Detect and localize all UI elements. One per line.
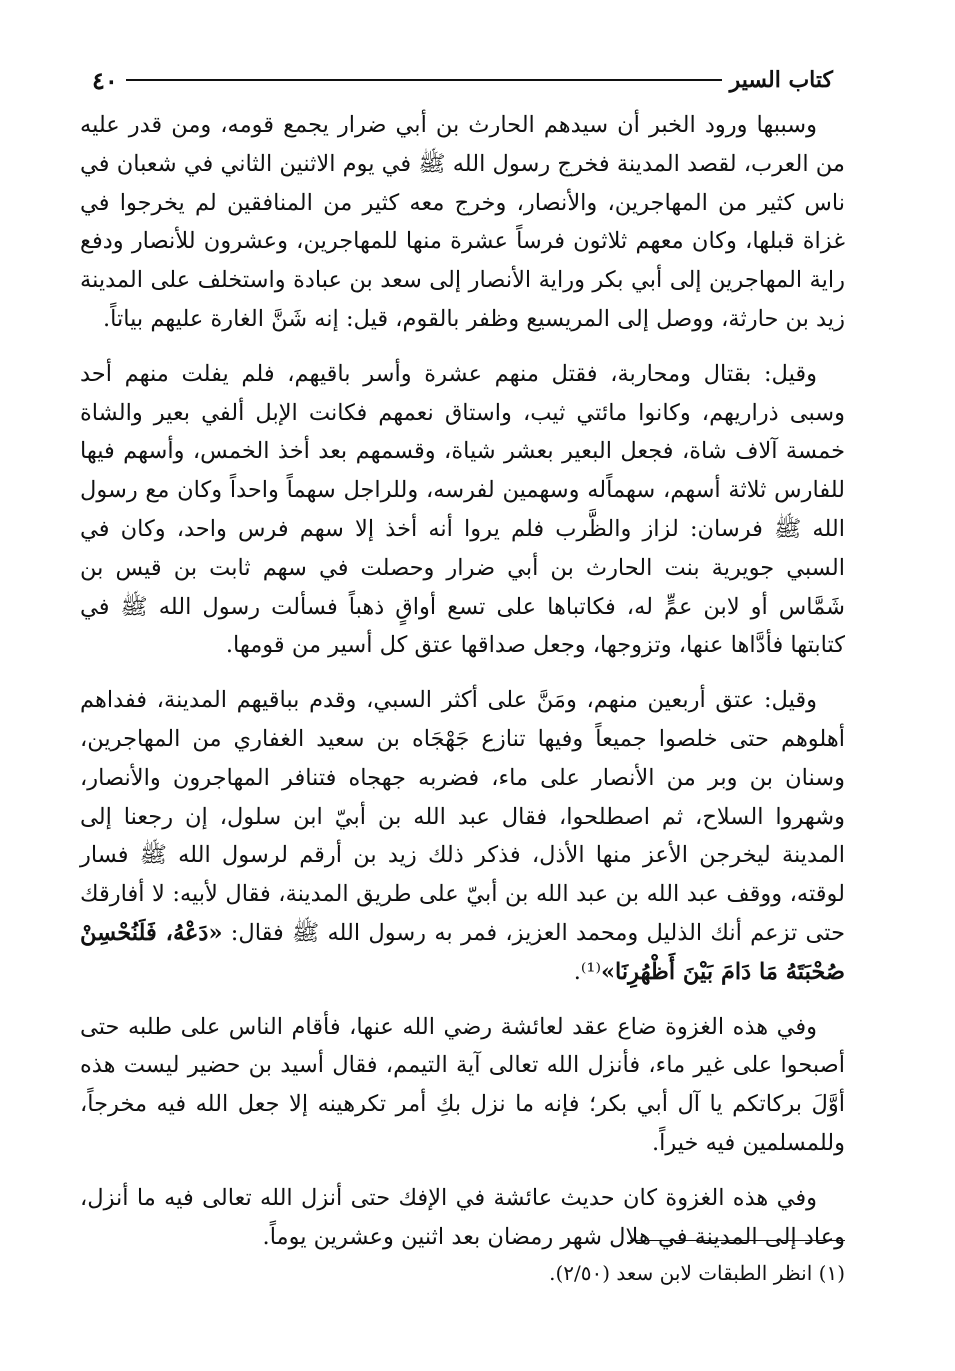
paragraph-with-hadith: [80, 681, 845, 991]
header-rule: [126, 79, 722, 81]
paragraph: وفي هذه الغزوة كان حديث عائشة في الإفك حتى أنزل الله تعالى فيه ما أنزل، وعاد إلى المدينة في هلال شهر رمضان بعد اثنين وعشرين يوماً.: [80, 1184, 845, 1250]
hadith-quote: «دَعْهُ، فَلَنُحْسِنْ صُحْبَتَهُ مَا دَامَ بَيْنَ أَظْهُرِنَا»: [80, 919, 845, 985]
book-title: كتاب السير: [729, 67, 833, 93]
footnote: (١) انظر الطبقات لابن سعد (٢/٥٠).: [549, 1261, 845, 1285]
footnote-rule: [630, 1240, 845, 1241]
running-header: [80, 60, 845, 100]
paragraph: وفي هذه الغزوة ضاع عقد لعائشة رضي الله عنها، فأقام الناس على طلبه حتى أصبحوا على غير ماء، فأنزل الله تعالى آية التيمم، فقال أسيد بن حضير ليست هذه أوَّلَ بركاتكم يا آل أبي بكر؛ فإنه ما نزل بكِ أمر تكرهينه إلا جعل الله فيه مخرجاً، وللمسلمين فيه خيراً.: [80, 1013, 845, 1156]
paragraph: وسببها ورود الخبر أن سيدهم الحارث بن أبي ضرار يجمع قومه، ومن قدر عليه من العرب، لقصد المدينة فخرج رسول الله ﷺ في يوم الاثنين الثاني في شعبان في ناس كثير من المهاجرين، والأنصار، وخرج معه كثير من المنافقين لم يخرجوا في غزاة قبلها، وكان معهم ثلاثون فرساً عشرة منها للمهاجرين، وعشرون للأنصار ودفع راية المهاجرين إلى أبي بكر وراية الأنصار إلى سعد بن عبادة واستخلف على المدينة زيد بن حارثة، ووصل إلى المريسيع وظفر بالقوم، قيل: إنه شَنَّ الغارة عليهم بياتاً.: [80, 112, 845, 332]
footnote-ref: ⁽¹⁾.: [573, 958, 601, 985]
page: [80, 60, 845, 1285]
body-text: [80, 106, 845, 1256]
paragraph: وقيل: بقتال ومحاربة، فقتل منهم عشرة وأسر باقيهم، فلم يفلت منهم أحد وسبى ذراريهم، وكانوا مائتي ثيب، واستاق نعمهم فكانت الإبل ألفي بعير والشاة خمسة آلاف شاة، فجعل البعير بعشر شياة، وقسمهم بعد أخذ الخمس، وأسهم فيها للفارس ثلاثة أسهم، سهماًله وسهمين لفرسه، وللراجل سهماً واحداً وكان مع رسول الله ﷺ فرسان: لزاز والظَّرب فلم يروا أنه أخذ إلا سهم فرس واحد، وكان في السبي جويرية بنت الحارث بن أبي ضرار وحصلت في سهم ثابت بن قيس بن شَمَّاس أو لابن عمٍّ له، فكاتباها على تسع أواقٍ ذهباً فسألت رسول الله ﷺ في كتابتها فأدَّاها عنها، وتزوجها، وجعل صداقها عتق كل أسير من قومها.: [80, 360, 845, 659]
page-number: ٤٠: [92, 65, 118, 95]
paragraph-text: وقيل: عتق أربعين منهم، ومَنَّ على أكثر السبي، وقدم بباقيهم المدينة، ففداهم أهلوهم حتى خلصوا جميعاً وفيها تنازع جَهْجَاه بن سعيد الغفاري من المهاجرين، وسنان بن وبر من الأنصار على ماء، فضربه جهجاه فتنافر المهاجرون والأنصار، وشهروا السلاح، ثم اصطلحوا، فقال عبد الله بن أبيّ ابن سلول، إن رجعنا إلى المدينة ليخرجن الأعز منها الأذل، فذكر ذلك زيد بن أرقم لرسول الله ﷺ فسار لوقته، ووقف عبد الله بن عبد الله بن أبيّ على طريق المدينة، فقال لأبيه: لا أفارقك حتى تزعم أنك الذليل ومحمد العزيز، فمر به رسول الله ﷺ فقال:: [80, 687, 845, 946]
